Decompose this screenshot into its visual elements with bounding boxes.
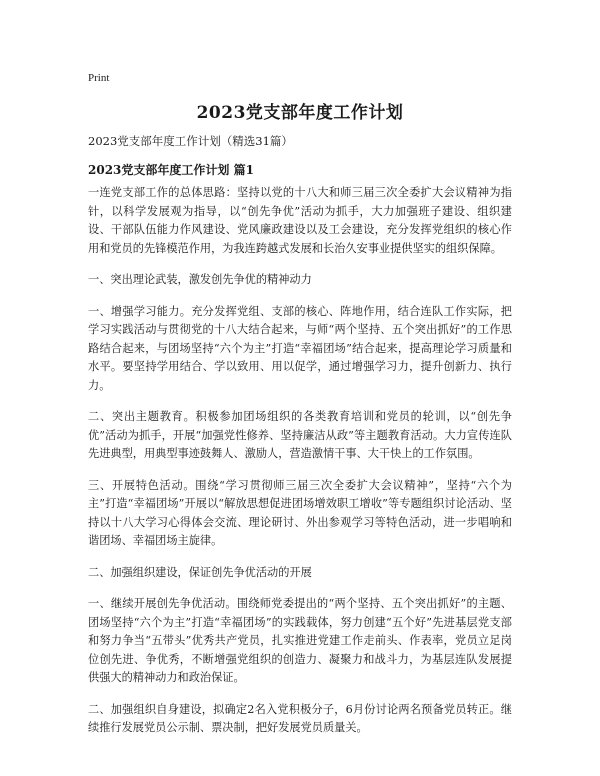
paragraph-study: 一、增强学习能力。充分发挥党组、支部的核心、阵地作用，结合连队工作实际，把学习实践活动与贯彻党的十八大结合起来，与师“两个坚持、五个突出抓好”的工作思路结合起来，与团场坚持“六个为主”打造“幸福团场”结合起来，提高理论学习质量和水平。要坚持学用结合、学以致用、用以促学，通过增强学习力，提升创新力、执行力。 (88, 304, 512, 392)
paragraph-activities: 三、开展特色活动。围绕“学习贯彻师三届三次全委扩大会议精神”，坚持“六个为主”打造“幸福团场”开展以“解放思想促进团场增效职工增收”等专题组织讨论活动、坚持以十八大学习心得体会交流、理论研讨、外出参观学习等特色活动，进一步唱响和谐团场、幸福团场主旋律。 (88, 478, 512, 547)
document-body (88, 184, 512, 751)
paragraph-excellence: 一、继续开展创先争优活动。围绕师党委提出的“两个坚持、五个突出抓好”的主题、团场坚持“六个为主”打造“幸福团场”的实践载体，努力创建“五个好”先进基层党支部和努力争当“五带头”优秀共产党员，扎实推进党建工作走前头、作表率，党员立足岗位创先进、争优秀，不断增强党组织的创造力、凝聚力和战斗力，为基层连队发展提供强大的精神动力和政治保证。 (88, 597, 512, 684)
document-subtitle: 2023党支部年度工作计划（精选31篇） (88, 134, 293, 148)
paragraph-heading-1: 一、突出理论武装，激发创先争优的精神动力 (88, 273, 312, 286)
paragraph-heading-2: 二、加强组织建设，保证创先争优活动的开展 (88, 565, 312, 579)
section-heading: 2023党支部年度工作计划 篇1 (88, 163, 254, 177)
print-label: Print (88, 72, 110, 84)
paragraph-intro: 一连党支部工作的总体思路：坚持以党的十八大和师三届三次全委扩大会议精神为指针，以科学发展观为指导，以“创先争优”活动为抓手，大力加强班子建设、组织建设、干部队伍能力作风建设、党风廉政建设以及工会建设，充分发挥党组织的核心作用和党员的先锋模范作用，为我连跨越式发展和长治久安事业提供坚实的组织保障。 (88, 186, 512, 255)
document-title: 2023党支部年度工作计划 (196, 103, 404, 123)
paragraph-organization: 二、加强组织自身建设，拟确定2名入党积极分子，6月份讨论两名预备党员转正。继续推行发展党员公示制、票决制，把好发展党员质量关。 (88, 702, 512, 734)
paragraph-education: 二、突出主题教育。积极参加团场组织的各类教育培训和党员的轮训，以“创先争优”活动为抓手，开展“加强党性修养、坚持廉洁从政”等主题教育活动。大力宣传连队先进典型，用典型事迹鼓舞人、激励人，营造激情干事、大干快上的工作氛围。 (88, 410, 512, 460)
